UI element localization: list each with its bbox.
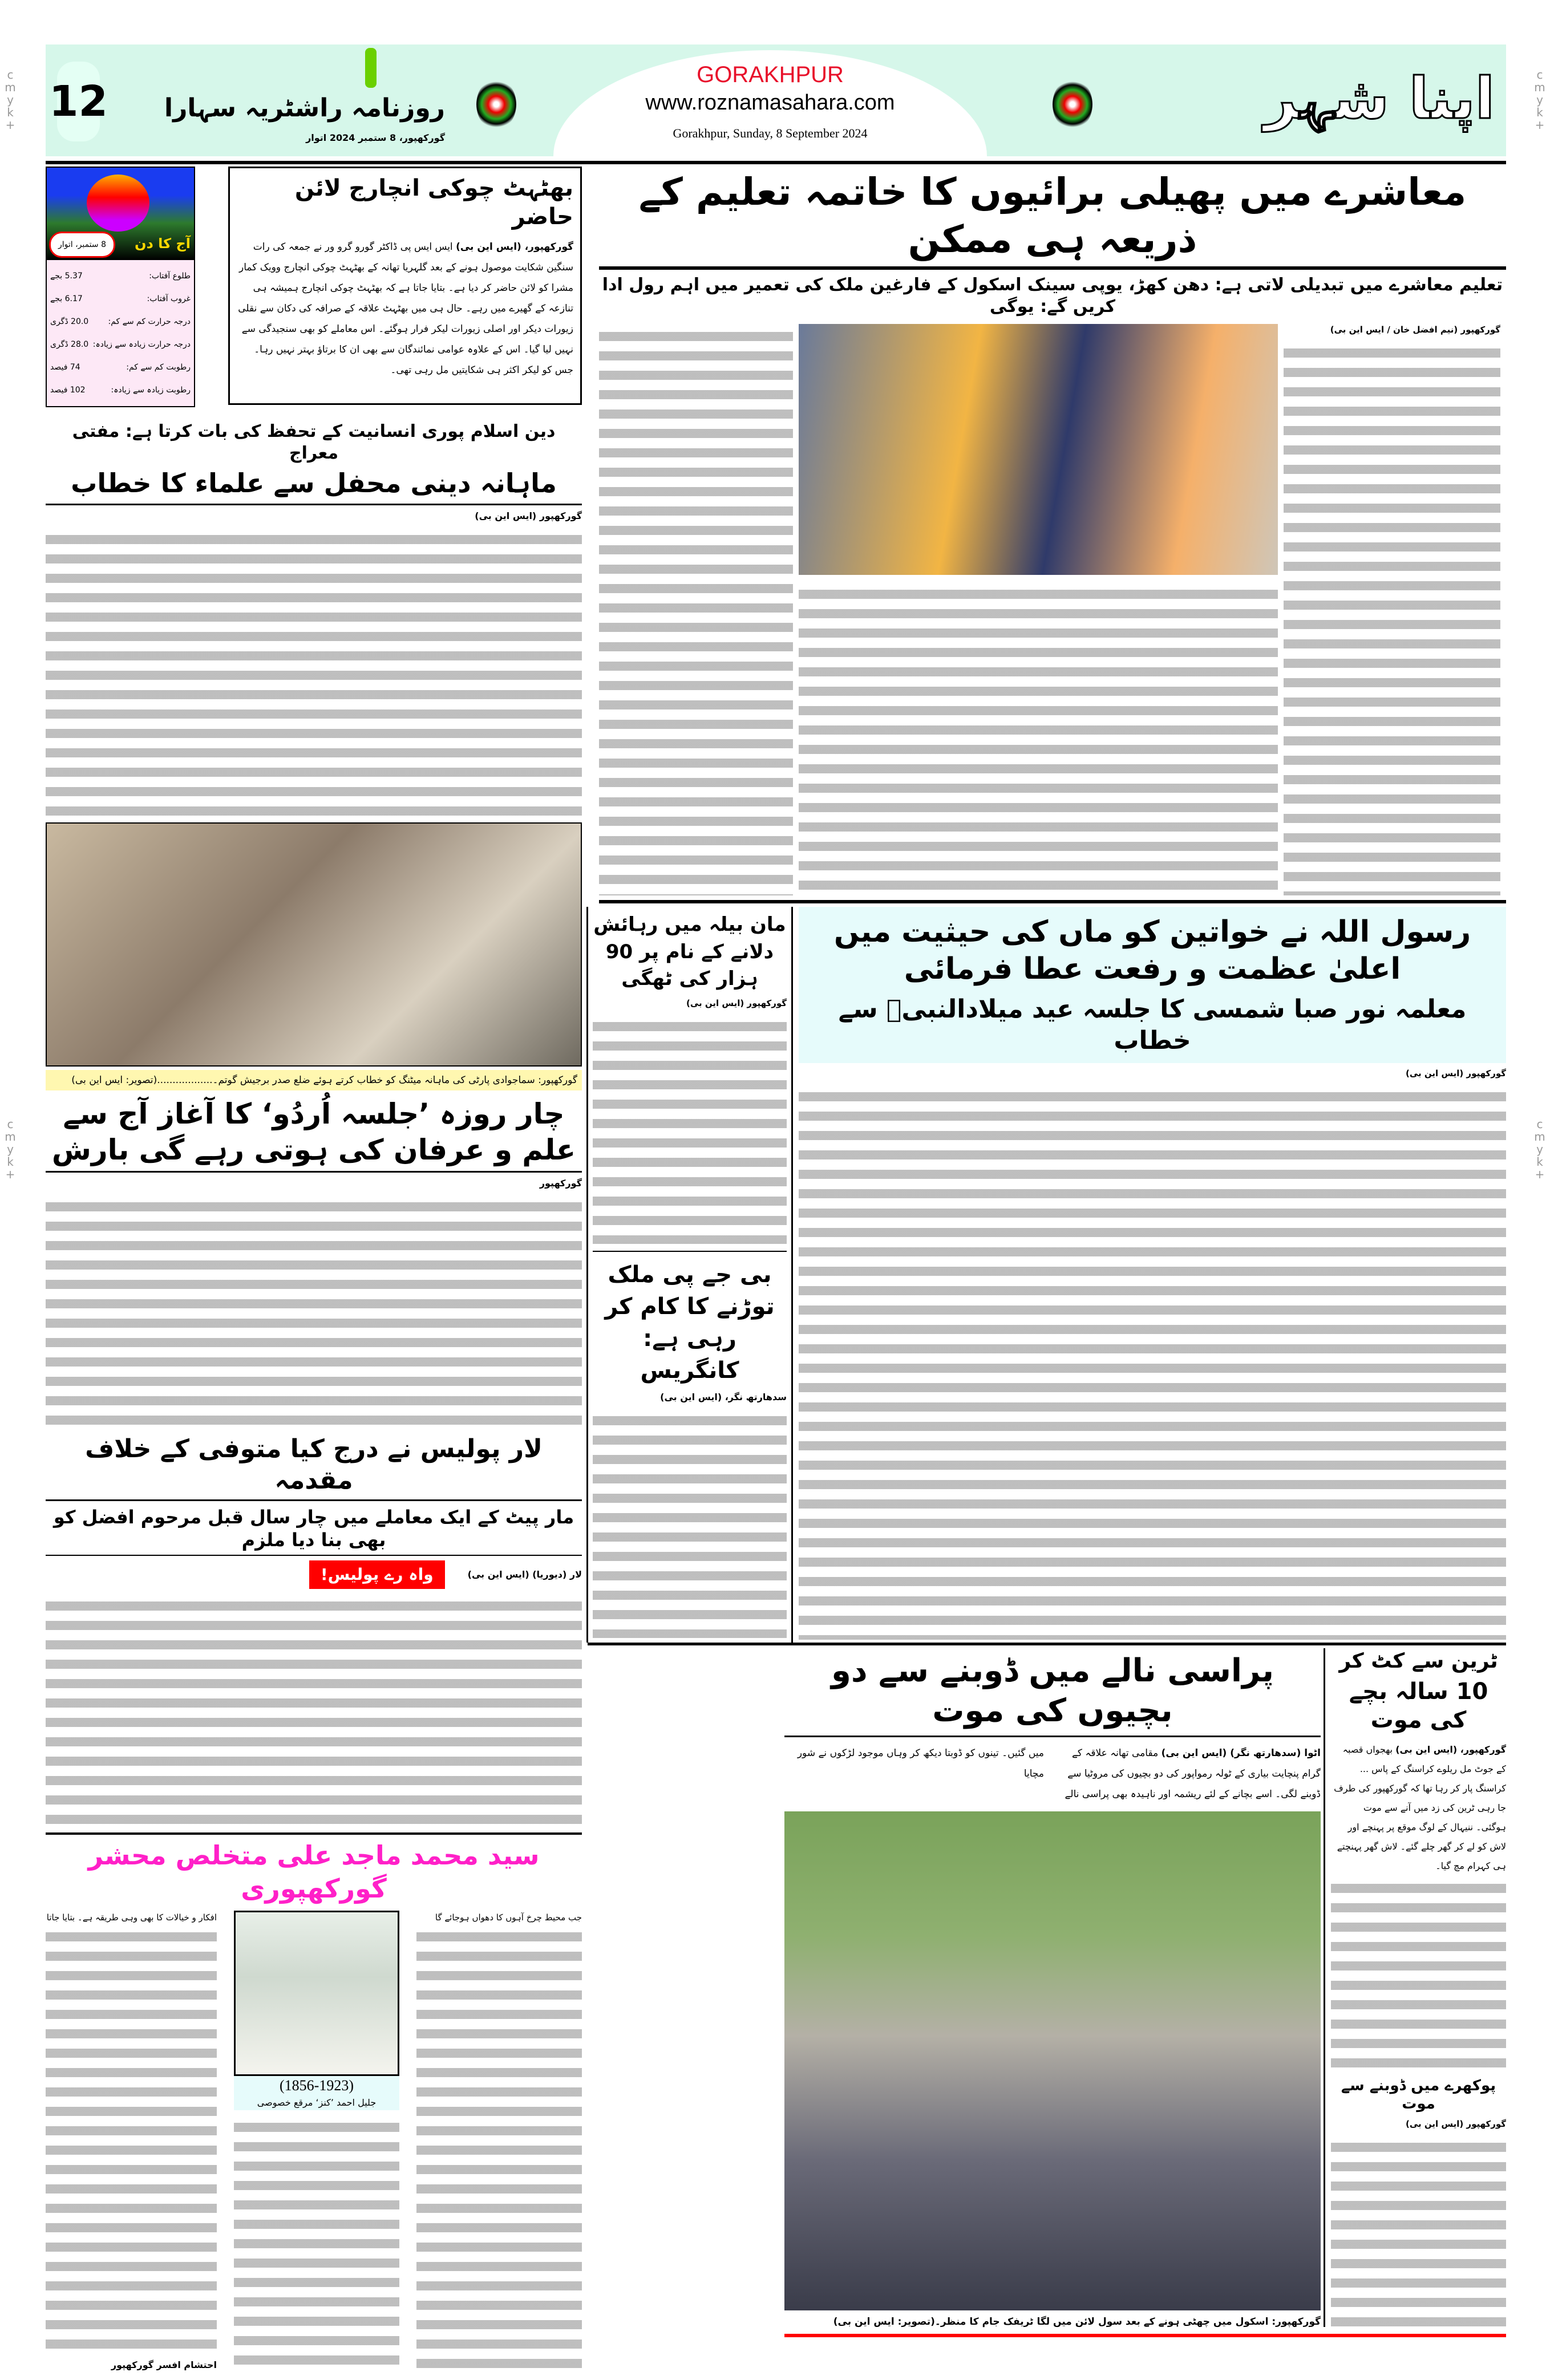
- weather-label: رطوبت کم سے کم:: [126, 363, 191, 372]
- headline: بی جے پی ملک توڑنے کا کام کر رہی ہے: کانگریس: [605, 1261, 775, 1384]
- dateline: گورکھپور (ایس این بی): [475, 510, 582, 521]
- weather-title: آج کا دن: [134, 236, 191, 252]
- headline: بھٹہٹ چوکی انچارج لائن حاضر: [294, 175, 573, 230]
- article-body: [799, 582, 1278, 895]
- dateline: گورکھپور، (ایس این بی): [456, 241, 573, 253]
- divider: [46, 161, 1506, 164]
- headline: مان بیلہ میں رہائش دلانے کے نام پر 90 ہزار کی ٹھگی: [593, 913, 786, 991]
- registration-marks: c m y k +: [1534, 1117, 1545, 1181]
- left-column: [46, 167, 582, 2373]
- photo-sp-meeting: [46, 822, 582, 1067]
- weather-label: درجہ حرارت زیادہ سے زیادہ:: [92, 340, 191, 349]
- bottom-red-rule: [784, 2334, 1506, 2337]
- main-story: [599, 169, 1506, 903]
- article-body: [416, 1924, 582, 2373]
- headline: رسول اللہ نے خواتین کو ماں کی حیثیت میں اعلیٰ عظمت و رفعت عطا فرمائی: [833, 915, 1471, 986]
- weather-value: 20.0 ڈگری: [50, 317, 89, 326]
- article-body: [593, 1014, 787, 1244]
- photo-caption: گورکھپور: اسکول میں چھٹی ہونے کے بعد سول لائن میں لگا ٹریفک جام کا منظر۔(تصویر: ایس این بی): [833, 2316, 1321, 2328]
- dateline: گورکھپور (نیم افضل خان / ایس این بی): [1330, 325, 1500, 335]
- story-drowning: [784, 1651, 1321, 2330]
- milad-header: [799, 907, 1506, 1063]
- article-body: [46, 1194, 582, 1425]
- verse: جب محیط چرخ آہوں کا دھواں ہوجائے گا: [435, 1912, 582, 1923]
- weather-row: [50, 356, 191, 379]
- masthead: [46, 44, 1506, 156]
- article-body: [593, 1408, 787, 1638]
- logo-text: روزنامہ راشٹریہ سہارا: [164, 94, 445, 123]
- article-body: [1284, 340, 1500, 895]
- weather-date: 8 ستمبر، اتوار: [49, 232, 115, 258]
- body: مقامی تھانہ علاقہ کے گرام پنچایت بیاری کے ٹولہ رمواپور کی دو بچیوں کی مروٹیا سے ڈوبنے لگی۔ اسے بچانے کے لئے ریشمہ اور ناہیدہ بھی پراسی نالے میں گئیں۔ تینوں کو ڈوبتا دیکھ کر وہاں موجود لڑکوں نے شور مچایا: [797, 1748, 1321, 1800]
- headline: ٹرین سے کٹ کر: [1339, 1649, 1498, 1673]
- story-bhathat: [228, 167, 582, 405]
- main-headline: معاشرے میں پھیلی برائیوں کا خاتمہ تعلیم کے ذریعہ ہی ممکن: [638, 170, 1467, 261]
- article-body: [234, 2115, 399, 2373]
- article-body: افکار و خیالات کا بھی وہی طریقہ ہے۔ بتایا جاتا: [46, 1912, 217, 1923]
- subheadline: مار پیٹ کے ایک معاملے میں چار سال قبل مرحوم افضل کو بھی بنا دیا ملزم: [53, 1506, 574, 1551]
- headline: سید محمد ماجد علی متخلص محشر گورکھپوری: [88, 1840, 540, 1904]
- main-subheadline: تعلیم معاشرے میں تبدیلی لاتی ہے: دھن کھڑ، یوپی سینک اسکول کے فارغین ملک کی تعمیر میں اہم رول ادا کریں گے: یوگی: [602, 275, 1503, 317]
- section-title: اپنا شہر: [1264, 65, 1495, 132]
- article-body: [46, 1594, 582, 1824]
- body: ایس ایس پی ڈاکٹر گورو گرو ور نے جمعہ کی رات سنگین شکایت موصول ہونے کے بعد گلہریا تھانہ کے بھٹہٹ چوکی انچارج وویک کمار مشرا کو لائن حاضر کر دیا ہے۔ بتایا جاتا ہے کہ بھٹہٹ چوکی انچارج ہمیشہ ہی تنازعہ کے گھیرے میں رہے۔ حال ہی میں بھٹہٹ علاقہ کے صرافہ کی دکان سے نقلی زیورات دیکر اور اصلی زیورات لیکر فرار ہوگئے۔ اس معاملے کو بھی سنجیدگی سے نہیں لیا گیا۔ اس کے علاوہ عوامی نمائندگان سے بھی ان کا برتاؤ بہتر نہیں رہا۔ جس کو لیکر اکثر ہی شکایتیں مل رہی تھی۔: [238, 241, 573, 376]
- dateline: سدھارتھ نگر، (ایس این بی): [660, 1391, 787, 1402]
- poet-portrait: [234, 1911, 399, 2076]
- headline: پراسی نالے میں ڈوبنے سے دو بچیوں کی موت: [831, 1652, 1274, 1729]
- photo-caption: گورکھپور: سماجوادی پارٹی کی ماہانہ میٹنگ کو خطاب کرتے ہوئے ضلع صدر برجیش گوتم۔..................(تصویر: ایس این بی): [46, 1070, 582, 1090]
- article-body: [1331, 1876, 1506, 2069]
- headline: چار روزہ ’جلسہ اُردُو‘ کا آغاز آج سے: [63, 1097, 565, 1131]
- dateline: گورکھپور: [539, 1178, 582, 1189]
- weather-value: 5.37 بجے: [50, 271, 83, 281]
- article-body: [1331, 1740, 1506, 1876]
- weather-value: 28.0 ڈگری: [50, 340, 89, 349]
- badge-wah-re-police: واہ رے پولیس!: [309, 1560, 445, 1589]
- headline: 10 سالہ بچے کی موت: [1349, 1678, 1488, 1733]
- city-name: GORAKHPUR: [697, 62, 844, 87]
- article-body: [799, 1084, 1506, 1640]
- weather-value: 102 فیصد: [50, 386, 86, 395]
- website-link[interactable]: www.roznamasahara.com: [645, 91, 895, 115]
- photo-traffic-jam: [784, 1811, 1321, 2310]
- weather-label: طلوع آفتاب:: [149, 271, 191, 281]
- weather-label: رطوبت زیادہ سے زیادہ:: [111, 386, 191, 395]
- headline: علم و عرفان کی ہوتی رہے گی بارش: [51, 1133, 576, 1166]
- page-number: 12: [57, 62, 100, 141]
- headline: لار پولیس نے درج کیا متوفی کے خلاف مقدمہ: [85, 1434, 543, 1495]
- subheadline: دین اسلام پوری انسانیت کے تحفظ کی بات کرتا ہے: مفتی معراج: [72, 421, 556, 463]
- headline: ماہانہ دینی محفل سے علماء کا خطاب: [71, 468, 557, 498]
- logo: [114, 48, 445, 154]
- logo-date: گورکھپور، 8 ستمبر 2024 اتوار: [306, 132, 445, 143]
- article-body: [46, 527, 582, 816]
- registration-marks: c m y k +: [1534, 68, 1545, 132]
- registration-marks: c m y k +: [5, 68, 16, 132]
- weather-box: [46, 167, 195, 407]
- story-train: [1324, 1648, 1506, 2327]
- story-milad: [799, 907, 1506, 1640]
- dateline: گورکھپور (ایس این بی): [1406, 2118, 1506, 2129]
- poet-years: (1856-1923): [234, 2076, 399, 2095]
- main-photo-ribbon-cutting: [799, 324, 1278, 575]
- dateline: لار (دیوریا) (ایس این بی): [467, 1569, 582, 1580]
- weather-row: [50, 333, 191, 356]
- article-body: [784, 1743, 1321, 1805]
- article-body: [46, 1924, 217, 2358]
- byline: احتشام افسر گورکھپور: [111, 2359, 217, 2371]
- emblem-icon: [476, 79, 516, 130]
- weather-value: 74 فیصد: [50, 363, 80, 372]
- weather-row: [50, 287, 191, 310]
- weather-label: غروب آفتاب:: [147, 294, 191, 303]
- article-body: [1331, 2135, 1506, 2328]
- dateline: گورکھپور (ایس این بی): [686, 998, 787, 1008]
- subheadline: معلمہ نور صبا شمسی کا جلسہ عید میلادالنبیؐ سے خطاب: [838, 995, 1467, 1055]
- logo-torch-icon: [365, 48, 377, 88]
- dateline: Gorakhpur, Sunday, 8 September 2024: [673, 126, 868, 140]
- weather-row: [50, 310, 191, 333]
- emblem-icon: [1053, 79, 1092, 130]
- weather-value: 6.17 بجے: [50, 294, 83, 303]
- article-body: [599, 324, 793, 895]
- registration-marks: c m y k +: [5, 1117, 16, 1181]
- dateline: گورکھپور (ایس این بی): [1406, 1068, 1506, 1078]
- photo-caption: جلیل احمد ’کنز‘ مرقع خصوصی: [234, 2095, 399, 2110]
- narrow-column: [586, 907, 793, 1643]
- headline: پوکھرے میں ڈوبنے سے موت: [1341, 2077, 1496, 2113]
- weather-row: [50, 265, 191, 287]
- weather-row: [50, 379, 191, 402]
- weather-image: [47, 168, 194, 260]
- dateline: اٹوا (سدھارتھ نگر) (ایس این بی): [1161, 1748, 1321, 1759]
- dateline: گورکھپور، (ایس این بی): [1395, 1744, 1506, 1755]
- weather-label: درجہ حرارت کم سے کم:: [108, 317, 191, 326]
- body: بھجواں قصبہ کے جوٹ مل ریلوے کراسنگ کے پاس ... کراسنگ پار کر رہا تھا کہ گورکھپور کی طرف جا رہی ٹرین کی زد میں آنے سے موت ہوگئی۔ ننیہال کے لوگ موقع پر پہنچے اور لاش کو لے کر گھر چلے گئے۔ لاش گھر پہنچتے ہی کہرام مچ گیا۔: [1334, 1744, 1506, 1871]
